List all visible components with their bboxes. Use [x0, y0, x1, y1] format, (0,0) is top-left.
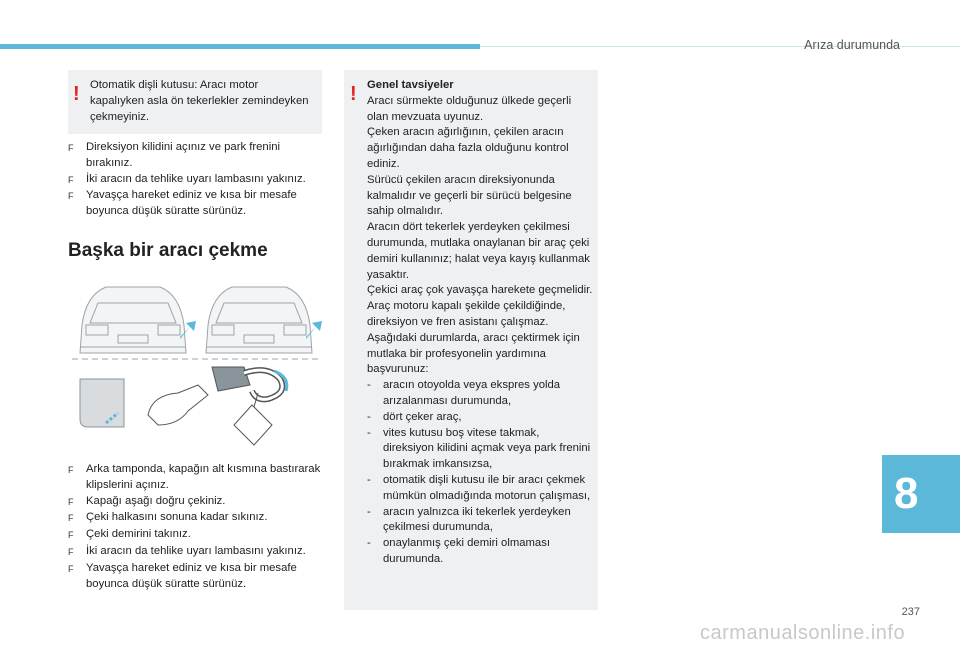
list-item	[68, 140, 324, 172]
bullet-list-top	[68, 140, 324, 220]
tow-hook-illustration	[212, 367, 287, 445]
bullet-icon: F	[68, 143, 74, 153]
list-item-text: Yavaşça hareket ediniz ve kısa bir mesafe boyunca düşük süratte sürünüz.	[86, 561, 297, 590]
general-advice-paragraph: Sürücü çekilen aracın direksiyonunda kalmalıdır ve geçerli bir sürücü belgesine sahip olmalıdır.	[367, 173, 572, 218]
list-item-text: İki aracın da tehlike uyarı lambasını yakınız.	[86, 172, 306, 185]
list-item	[367, 410, 593, 426]
general-advice-text	[367, 78, 593, 568]
car-rear-left-illustration	[80, 287, 186, 353]
dash-marker: -	[367, 537, 371, 550]
general-advice-paragraph: Araç motoru kapalı şekilde çekildiğinde, direksiyon ve fren asistanı çalışmaz.	[367, 300, 566, 328]
car-rear-right-illustration	[206, 287, 312, 353]
dash-marker: -	[367, 505, 371, 518]
dash-marker: -	[367, 379, 371, 392]
dash-marker: -	[367, 473, 371, 486]
list-item-text: İki aracın da tehlike uyarı lambasını yakınız.	[86, 544, 306, 557]
list-item-text: onaylanmış çeki demiri olmaması durumunda.	[383, 537, 550, 565]
list-item	[367, 536, 593, 568]
hand-illustration	[148, 385, 208, 425]
bullet-list-bottom	[68, 462, 324, 592]
warning-icon: !	[73, 83, 80, 105]
general-advice-title: Genel tavsiyeler	[367, 79, 454, 91]
header-accent-bar	[0, 44, 480, 49]
bullet-icon: F	[68, 174, 74, 185]
dash-marker: -	[367, 410, 371, 423]
bullet-icon: F	[68, 496, 74, 507]
dash-marker: -	[367, 426, 371, 439]
bullet-icon: F	[68, 563, 74, 574]
list-item-text: dört çeker araç,	[383, 410, 462, 423]
list-item	[68, 462, 324, 494]
list-item	[68, 510, 324, 527]
bullet-icon: F	[68, 465, 74, 475]
section-title: Arıza durumunda	[804, 38, 900, 52]
list-item-text: Yavaşça hareket ediniz ve kısa bir mesafe boyunca düşük süratte sürünüz.	[86, 189, 297, 218]
list-item	[367, 505, 593, 537]
list-item-text: Çeki halkasını sonuna kadar sıkınız.	[86, 511, 268, 524]
bullet-icon: F	[68, 191, 74, 202]
list-item	[68, 544, 324, 561]
towing-illustration	[68, 275, 324, 450]
list-item	[68, 561, 324, 593]
page-number: 237	[901, 606, 920, 618]
cover-illustration	[80, 379, 124, 427]
list-item-text: vites kutusu boş vitese takmak, direksiyon kilidini açmak veya park frenini bırakmak imkansızsa,	[383, 426, 591, 471]
general-advice-paragraph: Aracın dört tekerlek yerdeyken çekilmesi durumunda, mutlaka onaylanan bir araç çeki demiri kullanınız; halat veya kayış kullanmak yasaktır.	[367, 221, 590, 281]
list-item-text: Direksiyon kilidini açınız ve park frenini bırakınız.	[86, 141, 281, 169]
list-item-text: otomatik dişli kutusu ile bir aracı çekmek mümkün olmadığında motorun çalışması,	[383, 473, 591, 502]
list-item	[367, 378, 593, 410]
bullet-icon: F	[68, 546, 74, 557]
list-item-text: aracın otoyolda veya ekspres yolda arızalanması durumunda,	[383, 379, 561, 407]
list-item-text: Çeki demirini takınız.	[86, 528, 191, 541]
list-item-text: Arka tamponda, kapağın alt kısmına bastırarak klipslerini açınız.	[86, 463, 321, 491]
general-advice-paragraph: Çeken aracın ağırlığının, çekilen aracın ağırlığından daha fazla olduğunu kontrol ediniz.	[367, 126, 569, 170]
list-item	[68, 172, 324, 189]
section-heading: Başka bir aracı çekme	[68, 240, 268, 261]
list-item-text: Kapağı aşağı doğru çekiniz.	[86, 494, 226, 507]
general-advice-paragraph: Aracı sürmekte olduğunuz ülkede geçerli olan mevzuata uyunuz.	[367, 94, 572, 123]
chapter-tab[interactable]: 8	[882, 455, 960, 533]
watermark: carmanualsonline.info	[700, 622, 906, 644]
general-advice-paragraph: Çekici araç çok yavaşça harekete geçmelidir.	[367, 284, 593, 297]
list-item	[68, 188, 324, 220]
bullet-icon: F	[68, 513, 74, 524]
list-item	[68, 494, 324, 511]
list-item	[367, 426, 593, 473]
list-item-text: aracın yalnızca iki tekerlek yerdeyken çekilmesi durumunda,	[383, 505, 571, 534]
general-advice-paragraph: Aşağıdaki durumlarda, aracı çektirmek için mutlaka bir profesyonelin yardımına başvurunuz:	[367, 331, 580, 376]
warning-icon: !	[350, 83, 357, 105]
bullet-icon: F	[68, 530, 74, 541]
list-item	[68, 527, 324, 544]
warning-text: Otomatik dişli kutusu: Aracı motor kapalıyken asla ön tekerlekler zemindeyken çekmeyiniz.	[90, 79, 309, 123]
list-item	[367, 473, 593, 505]
